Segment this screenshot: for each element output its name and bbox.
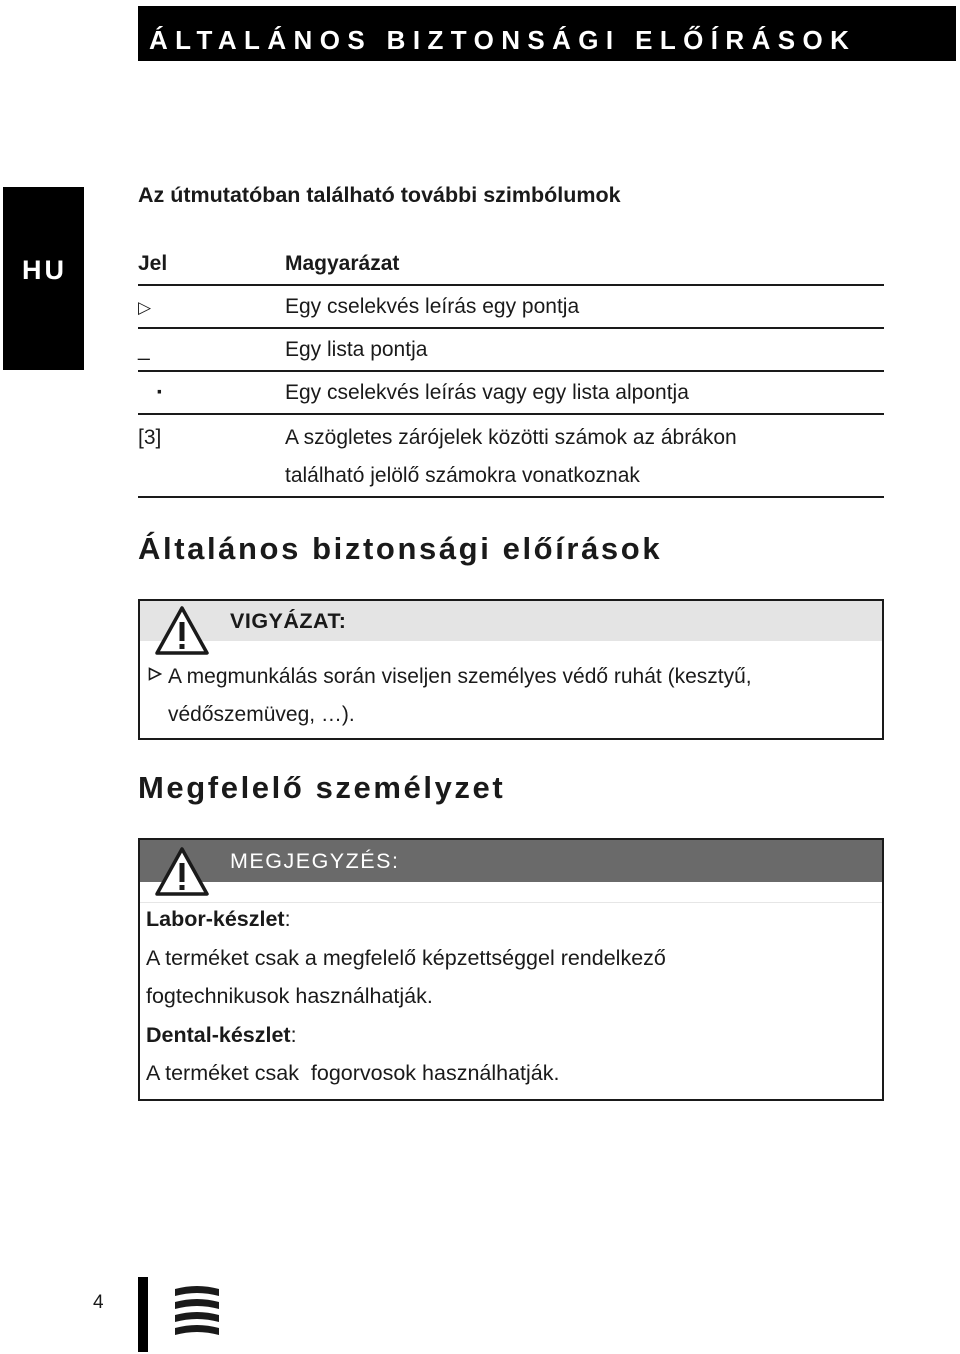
table-cell-symbol: [3] bbox=[138, 426, 162, 449]
warning-text bbox=[168, 658, 868, 734]
table-cell-symbol bbox=[138, 286, 278, 329]
note-text-line: fogtechnikusok használhatják. bbox=[146, 984, 433, 1008]
action-step-icon: ▷ bbox=[138, 298, 152, 317]
qualified-staff-heading: Megfelelő személyzet bbox=[138, 770, 506, 805]
warning-triangle-icon bbox=[154, 846, 210, 898]
description-line: található jelölő számokra vonatkoznak bbox=[285, 464, 640, 487]
table-cell-description: Egy cselekvés leírás egy pontja bbox=[285, 295, 580, 318]
header-title: ÁLTALÁNOS BIZTONSÁGI ELŐÍRÁSOK bbox=[149, 25, 857, 55]
dental-kit-label-line bbox=[146, 1016, 876, 1055]
warning-text-line: A megmunkálás során viseljen személyes védő ruhát (kesztyű, bbox=[168, 665, 752, 688]
description-line: A szögletes zárójelek közötti számok az ábrákon bbox=[285, 426, 737, 449]
sub-point-icon: · bbox=[156, 379, 164, 406]
symbols-section-title: Az útmutatóban található további szimbólumok bbox=[138, 183, 621, 207]
table-row bbox=[138, 372, 884, 415]
note-text bbox=[146, 900, 876, 1093]
dental-kit-label: Dental-készlet bbox=[146, 1022, 291, 1047]
table-cell-symbol: _ bbox=[138, 338, 150, 361]
table-cell-description bbox=[285, 415, 884, 495]
general-safety-heading: Általános biztonsági előírások bbox=[138, 531, 663, 566]
lab-kit-colon: : bbox=[284, 907, 291, 931]
table-cell-description: Egy cselekvés leírás vagy egy lista alpontja bbox=[285, 381, 689, 404]
table-cell-symbol bbox=[138, 372, 278, 415]
dental-kit-colon: : bbox=[290, 1022, 297, 1047]
table-row bbox=[138, 415, 884, 498]
symbols-table-header bbox=[138, 244, 884, 286]
warning-triangle-icon bbox=[154, 605, 210, 657]
note-text-line: A terméket csak a megfelelő képzettséggel rendelkező bbox=[146, 945, 666, 970]
warning-text-line: védőszemüveg, …). bbox=[168, 703, 355, 726]
bego-logo-icon bbox=[171, 1283, 223, 1335]
footer-bar bbox=[138, 1277, 148, 1352]
column-header-description: Magyarázat bbox=[285, 252, 400, 275]
symbols-table bbox=[138, 244, 884, 498]
lab-kit-label: Labor-készlet bbox=[146, 907, 285, 931]
page-number: 4 bbox=[93, 1292, 104, 1313]
table-row bbox=[138, 329, 884, 372]
language-tab-label: HU bbox=[22, 255, 67, 285]
warning-label: VIGYÁZAT: bbox=[230, 609, 347, 633]
table-cell-description: Egy lista pontja bbox=[285, 338, 428, 361]
table-row bbox=[138, 286, 884, 329]
column-header-symbol: Jel bbox=[138, 252, 168, 275]
action-step-icon bbox=[148, 667, 162, 681]
note-label: MEGJEGYZÉS: bbox=[230, 849, 400, 873]
lab-kit-label-line bbox=[146, 900, 876, 939]
warning-box bbox=[138, 599, 884, 740]
header-bar bbox=[138, 6, 956, 61]
note-box bbox=[138, 838, 884, 1101]
note-text-line: A terméket csak fogorvosok használhatják. bbox=[146, 1061, 560, 1085]
